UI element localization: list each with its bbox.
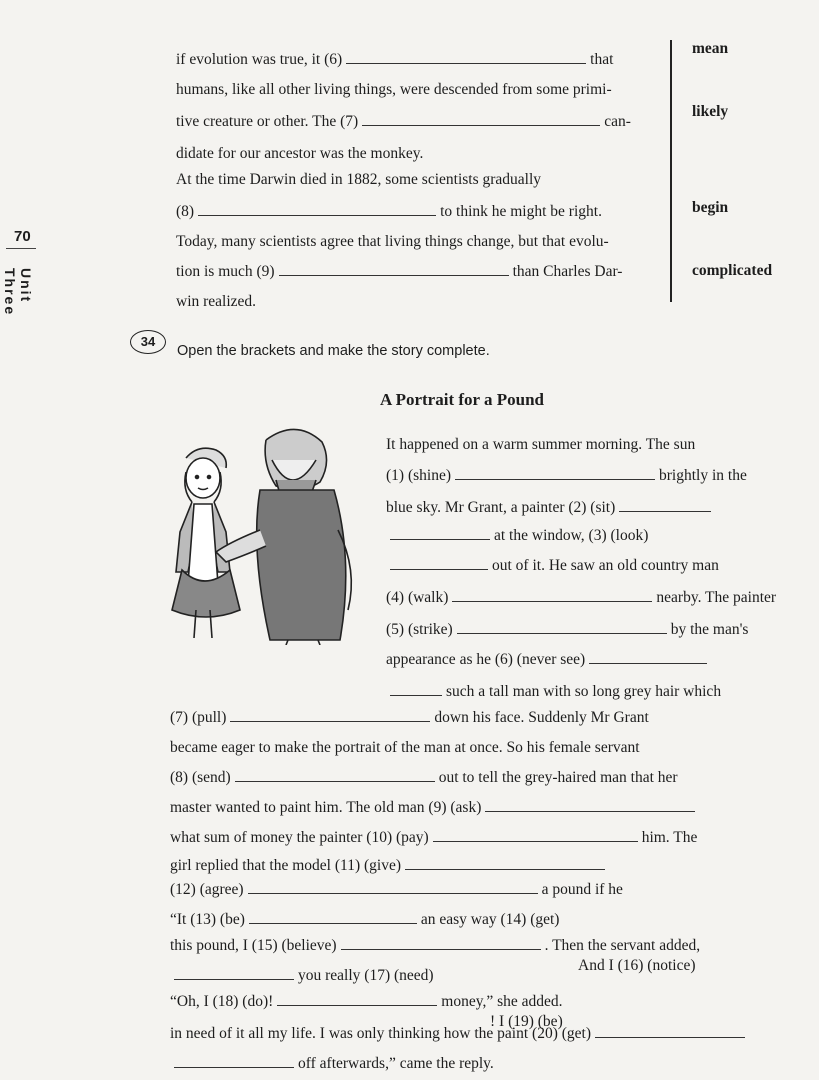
story-line-text-after: you really (17) (need) xyxy=(298,967,434,984)
answer-blank[interactable] xyxy=(230,720,430,722)
top-passage-line xyxy=(176,264,622,280)
top-passage-line xyxy=(176,294,256,310)
story-line-text-after: out of it. He saw an old country man xyxy=(492,557,719,574)
side-divider xyxy=(670,40,672,302)
top-passage-line xyxy=(176,52,613,68)
story-line-text: “It (13) (be) xyxy=(170,911,245,928)
answer-blank[interactable] xyxy=(457,632,667,634)
side-word: mean xyxy=(692,40,729,57)
top-passage-line-text: Today, many scientists agree that living things change, but that evolu- xyxy=(176,233,609,250)
story-line-text: (12) (agree) xyxy=(170,881,244,898)
answer-blank[interactable] xyxy=(277,1004,437,1006)
story-line-text: It happened on a warm summer morning. The sun xyxy=(386,436,696,453)
answer-blank[interactable] xyxy=(249,922,417,924)
top-passage-line-text: tive creature or other. The (7) xyxy=(176,113,359,130)
old-man-figure xyxy=(216,429,351,645)
side-word: likely xyxy=(692,103,729,120)
answer-blank[interactable] xyxy=(174,1066,294,1068)
story-line-text-after: such a tall man with so long grey hair which xyxy=(446,683,722,700)
story-title: A Portrait for a Pound xyxy=(380,390,545,409)
story-line-text-after: by the man's xyxy=(670,621,749,638)
answer-blank[interactable] xyxy=(485,810,695,812)
story-line-text: (1) (shine) xyxy=(386,467,451,484)
answer-blank[interactable] xyxy=(455,478,655,480)
answer-blank[interactable] xyxy=(390,538,490,540)
answer-blank[interactable] xyxy=(279,274,509,276)
story-line xyxy=(386,684,721,700)
story-line-text: this pound, I (15) (believe) xyxy=(170,937,337,954)
top-passage-line-text: At the time Darwin died in 1882, some scientists gradually xyxy=(176,171,542,188)
top-passage-line-text: tion is much (9) xyxy=(176,263,275,280)
unit-label: Unit Three xyxy=(2,268,34,317)
story-line-text: appearance as he (6) (never see) xyxy=(386,651,586,668)
story-line-text: “Oh, I (18) (do)! xyxy=(170,993,274,1010)
answer-blank[interactable] xyxy=(390,694,442,696)
story-line xyxy=(170,912,559,928)
top-passage-line xyxy=(176,82,612,98)
top-passage-line-text: if evolution was true, it (6) xyxy=(176,51,343,68)
maid-and-old-man-illustration xyxy=(148,420,373,645)
answer-blank[interactable] xyxy=(362,124,600,126)
story-line xyxy=(386,622,748,638)
story-line-text: master wanted to paint him. The old man (9) (ask) xyxy=(170,799,482,816)
story-line xyxy=(170,882,623,898)
story-line xyxy=(386,558,719,574)
answer-blank[interactable] xyxy=(174,978,294,980)
story-line xyxy=(170,968,434,984)
story-line-text: girl replied that the model (11) (give) xyxy=(170,857,401,874)
answer-blank[interactable] xyxy=(452,600,652,602)
answer-blank[interactable] xyxy=(619,510,711,512)
top-passage-line xyxy=(176,146,423,162)
side-word: complicated xyxy=(692,262,773,279)
top-passage-line-text: didate for our ancestor was the monkey. xyxy=(176,145,424,162)
story-line-text-after: a pound if he xyxy=(541,881,623,898)
story-inline-extra-16: And I (16) (notice) xyxy=(578,957,696,974)
story-line xyxy=(170,1056,494,1072)
story-line xyxy=(170,710,649,726)
story-inline-extra-19: ! I (19) (be) xyxy=(490,1013,563,1030)
story-line-text-after: out to tell the grey-haired man that her xyxy=(438,769,678,786)
answer-blank[interactable] xyxy=(595,1036,745,1038)
story-line-text-after: off afterwards,” came the reply. xyxy=(298,1055,494,1072)
story-line-text: in need of it all my life. I was only thinking how the paint (20) (get) xyxy=(170,1025,591,1042)
answer-blank[interactable] xyxy=(346,62,586,64)
top-passage-line-text: (8) xyxy=(176,203,195,220)
answer-blank[interactable] xyxy=(589,662,707,664)
story-line-text-after: nearby. The painter xyxy=(656,589,777,606)
task-instruction: Open the brackets and make the story complete. xyxy=(177,343,490,359)
story-line-text-after: down his face. Suddenly Mr Grant xyxy=(434,709,649,726)
page-number: 70 xyxy=(14,228,31,245)
story-line-text: (7) (pull) xyxy=(170,709,227,726)
top-passage-line xyxy=(176,172,541,188)
story-line xyxy=(170,994,563,1010)
top-passage-line xyxy=(176,204,602,220)
story-line-text: blue sky. Mr Grant, a painter (2) (sit) xyxy=(386,499,616,516)
top-passage-line-text-after: that xyxy=(590,51,614,68)
story-line xyxy=(386,468,747,484)
story-line xyxy=(170,770,678,786)
story-line xyxy=(170,740,640,756)
top-passage-line xyxy=(176,114,631,130)
answer-blank[interactable] xyxy=(405,868,605,870)
top-passage-line-text: win realized. xyxy=(176,293,257,310)
story-line xyxy=(386,528,648,544)
answer-blank[interactable] xyxy=(341,948,541,950)
page-number-rule xyxy=(6,248,36,249)
story-line-text-after: . Then the servant added, xyxy=(544,937,701,954)
story-line-text-after: at the window, (3) (look) xyxy=(494,527,649,544)
story-line xyxy=(386,590,776,606)
story-line xyxy=(170,858,609,874)
top-passage-line-text-after: can- xyxy=(604,113,631,130)
story-line-text-after: an easy way (14) (get) xyxy=(420,911,560,928)
answer-blank[interactable] xyxy=(248,892,538,894)
story-line xyxy=(170,830,697,846)
story-line-text: what sum of money the painter (10) (pay) xyxy=(170,829,429,846)
story-line-text-after: him. The xyxy=(641,829,698,846)
story-line-text: (8) (send) xyxy=(170,769,231,786)
top-passage-line-text-after: to think he might be right. xyxy=(440,203,602,220)
top-passage-line-text-after: than Charles Dar- xyxy=(512,263,623,280)
story-line xyxy=(386,652,711,668)
story-line xyxy=(170,1026,749,1042)
story-line xyxy=(170,938,700,954)
story-line-text: (4) (walk) xyxy=(386,589,449,606)
answer-blank[interactable] xyxy=(433,840,638,842)
answer-blank[interactable] xyxy=(198,214,436,216)
answer-blank[interactable] xyxy=(390,568,488,570)
story-line-text-after: money,” she added. xyxy=(441,993,563,1010)
story-line-text-after: brightly in the xyxy=(659,467,747,484)
task-number-badge: 34 xyxy=(130,330,166,354)
story-line xyxy=(386,437,695,453)
side-word: begin xyxy=(692,199,729,216)
answer-blank[interactable] xyxy=(235,780,435,782)
top-passage-line xyxy=(176,234,609,250)
story-line-text: (5) (strike) xyxy=(386,621,453,638)
story-line xyxy=(386,500,715,516)
story-line-text: became eager to make the portrait of the man at once. So his female servant xyxy=(170,739,640,756)
story-line xyxy=(170,800,699,816)
top-passage-line-text: humans, like all other living things, were descended from some primi- xyxy=(176,81,612,98)
